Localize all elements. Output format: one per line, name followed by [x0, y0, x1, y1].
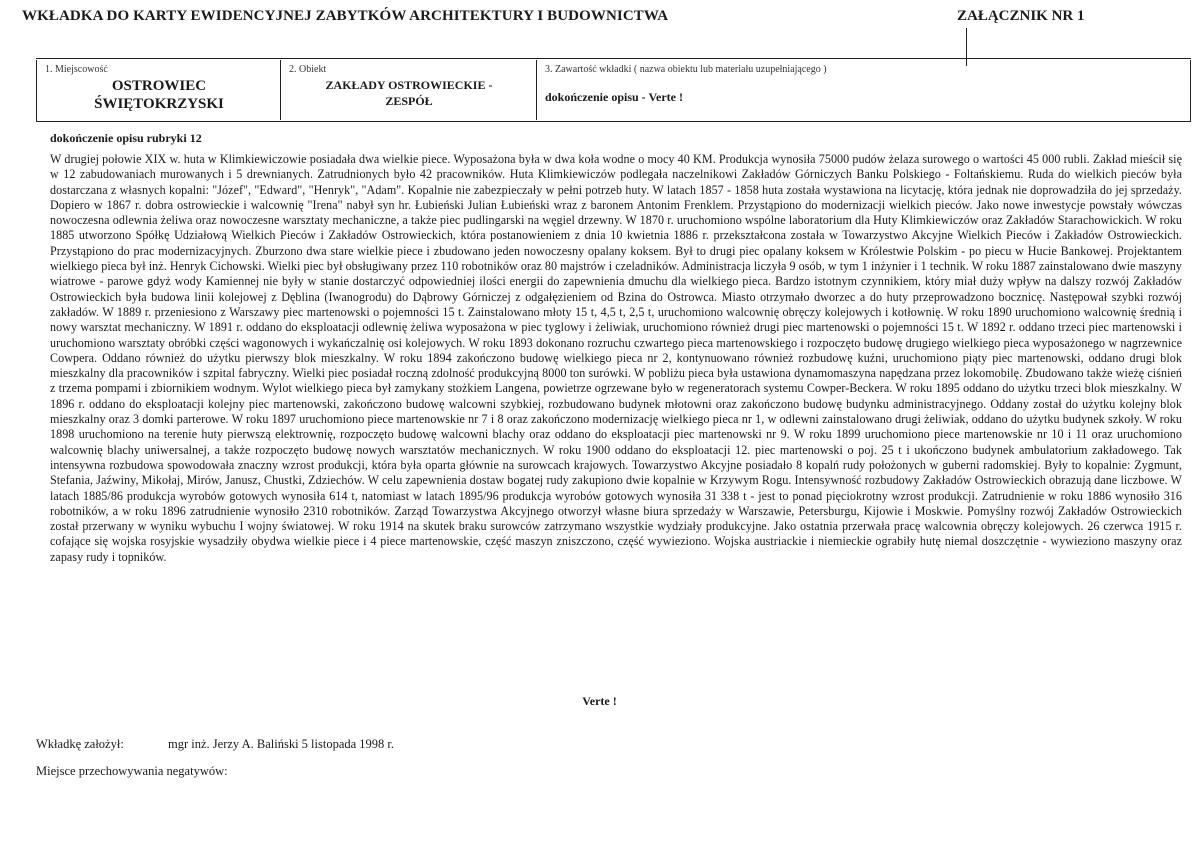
verte-note: Verte !: [582, 694, 617, 708]
section-heading: dokończenie opisu rubryki 12: [50, 131, 202, 145]
place-label: 1. Miejscowość: [45, 64, 108, 75]
place-value-line1: OSTROWIEC: [111, 78, 207, 94]
created-by-label: Wkładkę założył:: [36, 737, 124, 751]
place-value-line2: ŚWIĘTOKRZYSKI: [94, 96, 224, 112]
negatives-storage-label: Miejsce przechowywania negatywów:: [36, 764, 228, 778]
created-by-value: mgr inż. Jerzy A. Baliński 5 listopada 1998 r.: [168, 737, 395, 751]
content-cell: [537, 60, 1190, 120]
place-cell: [37, 60, 281, 120]
content-label: 3. Zawartość wkładki ( nazwa obiektu lub materiału uzupełniającego ): [545, 64, 827, 75]
info-box: [36, 60, 1191, 122]
object-value-line2: ZESPÓŁ: [385, 94, 433, 108]
annex-number: ZAŁĄCZNIK NR 1: [957, 8, 1085, 24]
description-body: W drugiej połowie XIX w. huta w Klimkiewiczowie posiadała dwa wielkie piece. Wyposażona była w dwa koła wodne o mocy 40 KM. Produkcja wynosiła 75000 pudów żelaza surowego o wartości 45 000 rubli. Zakład mieścił się w 12 zabudowaniach murowanych i 5 drewnianych. Zatrudnionych było 42 pracowników. Huta Klimkiewiczów podlegała naczelnikowi Zakładów Górniczych Banku Polskiego - Foltańskiemu. Ruda do wielkich pieców była dostarczana z własnych kopalni: "Józef", "Edward", "Henryk", "Adam". Kopalnie nie zabezpieczały w pełni potrzeb huty. W latach 1857 - 1858 huta została wystawiona na licytację, która jednak nie doprowadziła do jej sprzedaży. Dopiero w 1867 r. dobra ostrowieckie i walcownię "Irena" nabył syn hr. Łubieński Julian Łubieński wraz z baronem Antonim Frenklem. Przystąpiono do modernizacji wielkich pieców. Jako nowe inwestycje powstały wówczas nowoczesna odlewnia żeliwa oraz nowoczesne warsztaty mechaniczne, a także piec pudlingarski na węgiel drzewny. W 1870 r. uruchomiono wspólne laboratorium dla Huty Klimkiewiczów oraz Zakładów Starachowickich. W roku 1885 utworzono Spółkę Udziałową Wielkich Pieców i Zakładów Ostrowieckich, która postanowieniem z dnia 10 kwietnia 1886 r. przekształcona została w Towarzystwo Akcyjne Wielkich Pieców i Zakładów Ostrowieckich. Przystąpiono do prac modernizacyjnych. Zburzono dwa stare wielkie piece i zbudowano jeden nowoczesny opalany koksem. Był to drugi piec opalany koksem w Królestwie Polskim - po piecu w Hucie Bankowej. Projektantem wielkiego pieca był inż. Henryk Cichowski. Wielki piec był obsługiwany przez 110 robotników oraz 80 majstrów i czeladników. Administracja liczyła 9 osób, w tym 1 inżynier i 1 technik. W roku 1887 zainstalowano dwie maszyny wiatrowe - parowe gdyż wody Kamiennej nie były w stanie dostarczyć odpowiedniej ilości energii do zapewnienia dmuchu dla wielkiego pieca. Bardzo istotnym czynnikiem, który miał duży wpływ na dalszy rozwój Zakładów Ostrowieckich była budowa linii kolejowej z Dęblina (Iwanogrodu) do Dąbrowy Górniczej z odgałęzieniem od Bzina do Ostrowca. Miasto otrzymało dworzec a do huty przeprowadzono bocznicę. Następował szybki rozwój zakładów. W 1889 r. przeniesiono z Warszawy piec martenowski o pojemności 15 t. Zainstalowano młoty 15 t, 4,5 t, 2,5 t, uruchomiono walcownię obręczy kolejowych i kotłownię. W roku 1890 uruchomiono walcownię średnią i nowy warsztat mechaniczny. W 1891 r. oddano do eksploatacji odlewnię żeliwa wyposażona w piec tyglowy i żeliwiak, uruchomiono również drugi piec martenowski o pojemności 15 t. W 1892 r. oddano trzeci piec martenowski i uruchomiono warsztaty obróbki części wagonowych i wykańczalnię osi kolejowych. W roku 1893 dokonano rozruchu czwartego pieca martenowskiego i rozpoczęto budowę drugiego wielkiego pieca wyposażonego w nagrzewnice Cowpera. Oddano również do użytku pierwszy blok mieszkalny. W roku 1894 zakończono budowę wielkiego pieca nr 2, kontynuowano również rozbudowę kuźni, uruchomiono piąty piec martenowski, oddano drugi blok mieszkalny dla pracowników i szpital fabryczny. Wielki piec posiadał roczną zdolność produkcyjną 8000 ton surówki. W pobliżu pieca była ustawiona dynamomaszyna napędzana przez lokomobilę. Zbudowano także wieżę ciśnień z trzema pompami i zbiornikiem wodnym. Wylot wielkiego pieca był zamykany stożkiem Langena, powietrze ogrzewane było w regeneratorach systemu Cowper-Beckera. W roku 1895 oddano do użytku trzeci blok mieszkalny. W 1896 r. oddano do eksploatacji kolejny piec martenowski, zakończono budowę walcowni szybkiej, rozbudowano budynek młotowni oraz zakończono budowę budynku administracyjnego. Oddany został do użytku kolejny blok mieszkalny oraz 3 domki parterowe. W roku 1897 uruchomiono piece martenowskie nr 7 i 8 oraz zakończono modernizację wielkiego pieca nr 1, w odlewni zainstalowano drugi żeliwiak, oddano do użytku budynek szkoły. W roku 1898 uruchomiono na terenie huty pierwszą elektrownię, rozpoczęto budowę walcowni blachy oraz oddano do eksploatacji piec martenowski nr 9. W roku 1899 uruchomiono piece martenowskie nr 10 i 11 oraz uruchomiono walcownię blachy uniwersalnej, a także rozpoczęto budowę nowych warsztatów mechanicznych. W roku 1900 oddano do eksploatacji 12. piec martenowski o poj. 25 t i ukończono budynek ambulatorium zakładowego. Tak intensywna rozbudowa spowodowała znaczny wzrost produkcji, która była oparta głównie na surowcach krajowych. Towarzystwo Akcyjne posiadało 8 kopalń rudy położonych w guberni radomskiej. Były to kopalnie: Zygmunt, Stefania, Jaźwiny, Mikołaj, Mirów, Janusz, Chustki, Zdziechów. W celu zapewnienia dostaw bogatej rudy zakupiono dwie kopalnie w Krzywym Rogu. Intensywność rozbudowy Zakładów Ostrowieckich obrazują dane liczbowe. W latach 1885/86 produkcja wyrobów gotowych wynosiła 614 t, natomiast w latach 1895/96 produkcja wyrobów gotowych wynosiła 31 338 t - jest to ponad pięciokrotny wzrost produkcji. Zatrudnienie w roku 1886 wynosiło 316 robotników, a w roku 1896 zatrudnienie wynosiło 2310 robotników. Zarząd Towarzystwa Akcyjnego otworzył własne biura sprzedaży w Warszawie, Petersburgu, Kijowie i Moskwie. Pomyślny rozwój Zakładów Ostrowieckich został przerwany w wyniku wybuchu I wojny światowej. W roku 1914 na skutek braku surowców zatrzymano wszystkie wydziały produkcyjne. Jako ostatnia przerwała pracę walcownia obręczy kolejowych. 26 czerwca 1915 r. cofające się wojska rosyjskie wysadziły obydwa wielkie piece i 4 piece martenowskie, część maszyn zniszczono, część wywieziono. Wojska austriackie i niemieckie ograbiły hutę niemal doszczętnie - wywieziono maszyny oraz zapasy rudy i topników.: [50, 152, 1182, 564]
object-value: [281, 77, 537, 109]
object-value-line1: ZAKŁADY OSTROWIECKIE -: [325, 78, 493, 92]
document-title: WKŁADKA DO KARTY EWIDENCYJNEJ ZABYTKÓW ARCHITEKTURY I BUDOWNICTWA: [22, 8, 669, 24]
header-rule: [36, 58, 1191, 59]
object-cell: [281, 60, 537, 120]
content-value: dokończenie opisu - Verte !: [545, 90, 683, 104]
object-label: 2. Obiekt: [289, 64, 327, 75]
place-value: [37, 77, 281, 113]
